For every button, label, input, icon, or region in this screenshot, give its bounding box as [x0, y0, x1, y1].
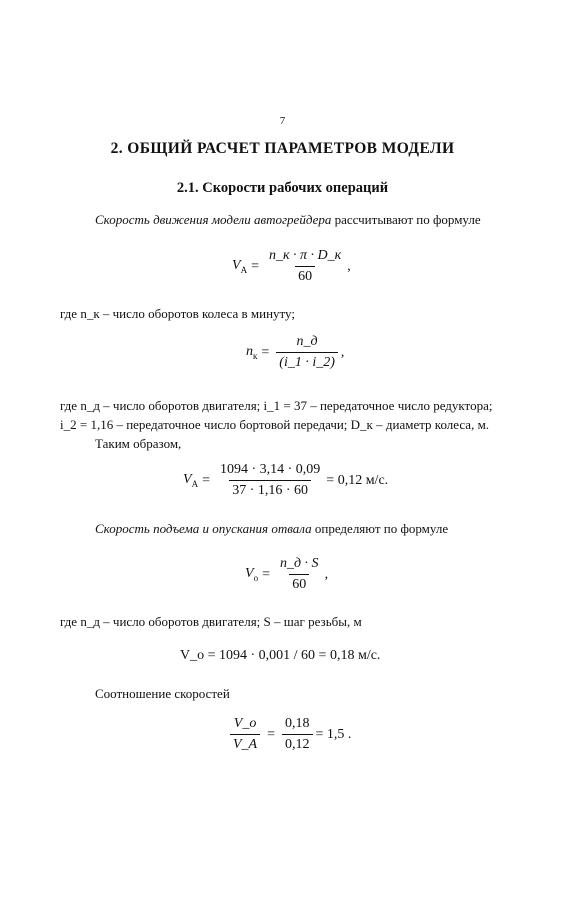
equation-fraction-lhs — [230, 716, 260, 753]
fraction-numerator: n_к · π · D_к — [268, 248, 342, 263]
paragraph-blade-speed-intro — [95, 521, 448, 537]
fraction-denominator: 60 — [295, 266, 315, 285]
fraction-numerator: 0,18 — [285, 716, 310, 731]
equation-lhs: $V_А$ — [232, 258, 248, 275]
equation-lhs: $V_о$ — [245, 566, 259, 583]
fraction-denominator: (i_1 · i_2) — [276, 352, 338, 371]
fraction-denominator: 60 — [289, 574, 309, 593]
fraction-numerator: n_д — [296, 334, 318, 349]
equation-result: = 0,12 м/с. — [326, 472, 389, 488]
fraction-denominator: 37 · 1,16 · 60 — [229, 480, 311, 499]
equation-result: = 1,5 . — [315, 726, 352, 742]
fraction-numerator: 1094 · 3,14 · 0,09 — [219, 462, 321, 477]
equation-nk: $n_к$ = $\frac{n\_д}{(i\_1 \cdot i\_2)}$ , — [246, 334, 345, 370]
equation-vo-numeric: V_о = 1094 · 0,001 / 60 = 0,18 м/с. — [180, 648, 381, 663]
fraction-numerator: n_д · S — [279, 556, 319, 571]
section-title: 2. ОБЩИЙ РАСЧЕТ ПАРАМЕТРОВ МОДЕЛИ — [110, 140, 455, 157]
paragraph-thus: Таким образом, — [95, 436, 182, 451]
fraction-denominator: V_А — [230, 734, 260, 753]
paragraph-nd-line1: где n_д – число оборотов двигателя; i_1 = 37 – передаточное число редуктора; — [60, 398, 493, 413]
equation-va: $V_А$ = $\frac{n\_к \cdot \pi \cdot D\_к}{60}$ , — [232, 248, 351, 284]
equation-lhs: $n_к$ — [246, 344, 258, 361]
fraction-numerator: V_о — [233, 716, 257, 731]
equation-fraction — [277, 556, 322, 593]
paragraph-text: определяют по формуле — [311, 521, 449, 536]
paragraph-s-definition: где n_д – число оборотов двигателя; S – шаг резьбы, м — [60, 614, 362, 629]
fraction-denominator: 0,12 — [282, 734, 313, 753]
paragraph-nd-line2: i_2 = 1,16 – передаточное число бортовой передачи; D_к – диаметр колеса, м. — [60, 417, 490, 432]
equation-fraction-rhs — [282, 716, 313, 753]
paragraph-ratio-intro: Соотношение скоростей — [95, 686, 230, 701]
equation-lhs: $V_А$ — [183, 472, 199, 489]
paragraph-nk-definition: где n_к – число оборотов колеса в минуту; — [60, 306, 295, 321]
equation-fraction — [276, 334, 338, 371]
paragraph-italic-term: Скорость движения модели автогрейдера — [95, 212, 332, 227]
equation-tail: , — [324, 566, 329, 582]
equation-ratio: $\frac{V\_о}{V\_А}$ = $\frac{0,18}{0,12}$ = 1,5 . — [227, 716, 351, 753]
paragraph-velocity-intro — [95, 212, 481, 228]
equation-fraction — [217, 462, 323, 499]
page-number: 7 — [279, 115, 286, 127]
equation-va-numeric: $V_А$ = $\frac{1094 \cdot 3,14 \cdot 0,09}{37 \cdot 1,16 \cdot 60}$ = 0,12 м/с. — [183, 462, 389, 498]
paragraph-text: рассчитывают по формуле — [331, 212, 481, 227]
equation-fraction — [266, 248, 344, 285]
equation-tail: , — [340, 344, 345, 360]
equation-vo: $V_о$ = $\frac{n\_д \cdot S}{60}$ , — [245, 556, 329, 592]
paragraph-italic-term: Скорость подъема и опускания отвала — [95, 521, 312, 536]
equation-tail: , — [347, 258, 351, 274]
subsection-title: 2.1. Скорости рабочих операций — [176, 180, 389, 196]
